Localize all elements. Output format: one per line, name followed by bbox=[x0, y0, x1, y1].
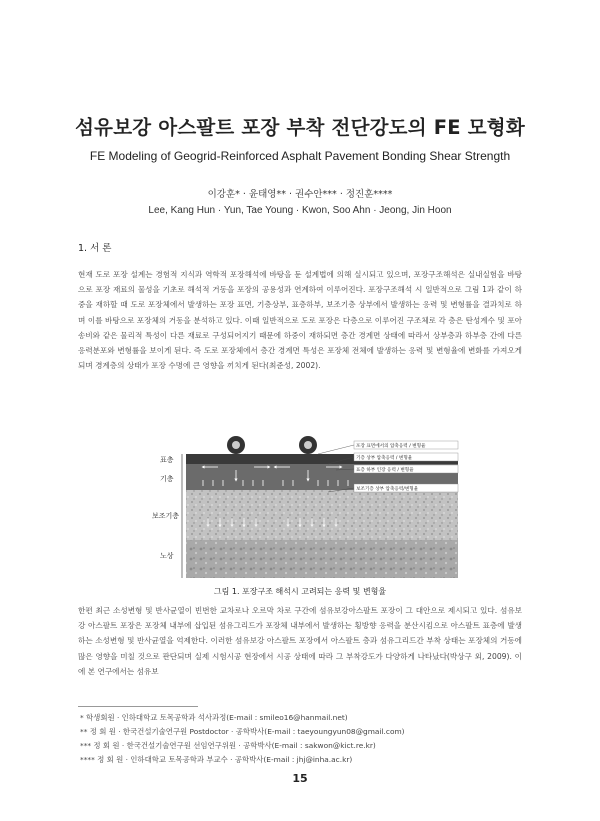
callout-subbase-top-compression: 보조기층 상부 압축응력/변형율 bbox=[356, 487, 419, 492]
label-base: 기층 bbox=[160, 475, 174, 483]
subgrade-layer bbox=[186, 540, 458, 578]
figure-caption: 그림 1. 포장구조 해석시 고려되는 응력 및 변형율 bbox=[213, 587, 387, 596]
label-surface: 표층 bbox=[160, 456, 174, 464]
section-heading: 1. 서 론 bbox=[78, 243, 112, 254]
footnote-1: * 학생회원 · 인하대학교 토목공학과 석사과정(E-mail : smileo16@hanmail.net) bbox=[80, 713, 348, 722]
page-number: 15 bbox=[292, 772, 308, 785]
authors-korean: 이강훈* · 윤태영** · 권수안*** · 정진훈**** bbox=[207, 189, 393, 200]
callout-base-top-compression: 기층 상부 압축응력 / 변형율 bbox=[356, 456, 413, 461]
pavement-structure-figure bbox=[152, 436, 458, 578]
subbase-layer bbox=[186, 490, 458, 540]
footnote-4: **** 정 회 원 · 인하대학교 토목공학과 부교수 · 공학박사(E-mail : jhj@inha.ac.kr) bbox=[80, 755, 353, 764]
callout-surface-compression: 포장 표면에서의 압축응력 / 변형율 bbox=[356, 444, 426, 449]
authors-english: Lee, Kang Hun · Yun, Tae Young · Kwon, Soo Ahn · Jeong, Jin Hoon bbox=[148, 205, 452, 216]
paper-title-english: FE Modeling of Geogrid-Reinforced Asphalt Pavement Bonding Shear Strength bbox=[89, 149, 511, 163]
paper-title-korean: 섬유보강 아스팔트 포장 부착 전단강도의 FE 모형화 bbox=[75, 116, 525, 139]
footnote-3: *** 정 회 원 · 한국건설기술연구원 선임연구위원 · 공학박사(E-mail : sakwon@kict.re.kr) bbox=[80, 741, 376, 750]
footnote-2: ** 정 회 원 · 한국건설기술연구원 Postdoctor · 공학박사(E-mail : taeyoungyun08@gmail.com) bbox=[80, 727, 405, 736]
introduction-paragraph-1: 현재 도로 포장 설계는 경험적 지식과 역학적 포장해석에 바탕을 둔 설계법에 의해 실시되고 있으며, 포장구조해석은 실내실험을 바탕으로 포장 재료의 물성을 기초로 해석적 거동을 포장의 공용성과 연계하여 이루어진다. 포장구조해석 시 일반적으로 그림 1과 같이 하중을 재하할 때 도로 포장체에서 발생하는 포장 표면, 기층상부, 표층하부, 보조기층 상부에서 발생하는 응력 및 변형률을 결과치로 하며 이를 바탕으로 포장체의 거동을 분석하고 있다. 이때 일반적으로 도로 포장은 다층으로 이루어진 구조체로 각 층은 탄성계수 및 포아송비와 같은 물리적 특성이 다른 재료로 구성되어지기 때문에 하중이 재하되면 층간 경계면 상태에 따라서 상부층과 하부층 간에 다른 응력분포와 변형률을 보이게 된다. 즉 도로 포장체에서 층간 경계면 특성은 포장체 전체에 발생하는 응력 및 변형율에 변화를 가져오게 되며 경계층의 상태가 포장 수명에 큰 영향을 끼치게 된다(최준성, 2002). bbox=[78, 270, 522, 371]
wheel-left-icon bbox=[227, 436, 245, 454]
label-subgrade: 노상 bbox=[160, 552, 174, 560]
wheel-right-icon bbox=[299, 436, 317, 454]
label-subbase: 보조기층 bbox=[152, 512, 180, 520]
callout-surface-bottom-tension: 표층 하부 인장 응력 / 변형율 bbox=[356, 468, 414, 473]
introduction-paragraph-2: 한편 최근 소성변형 및 반사균열이 빈번한 교차로나 오르막 차로 구간에 섬유보강아스팔트 포장이 그 대안으로 제시되고 있다. 섬유보강 아스팔트 포장은 포장체 내부에 삽입된 섬유그리드가 포장체 내부에서 발생하는 횡방향 응력을 분산시킴으로 아스팔트 표층에 발생하는 소성변형 및 반사균열을 억제한다. 이러한 섬유보강 아스팔트 포장에서 아스팔트 층과 섬유그리드간 부착 상태는 포장체의 거동에 많은 영향을 미칠 것으로 판단되며 실제 시험시공 현장에서 시공 상태에 따라 그 부착강도가 다양하게 나타났다(박상구 외, 2009). 이에 본 연구에서는 섬유보 bbox=[78, 606, 522, 676]
footnote-divider bbox=[78, 706, 198, 707]
